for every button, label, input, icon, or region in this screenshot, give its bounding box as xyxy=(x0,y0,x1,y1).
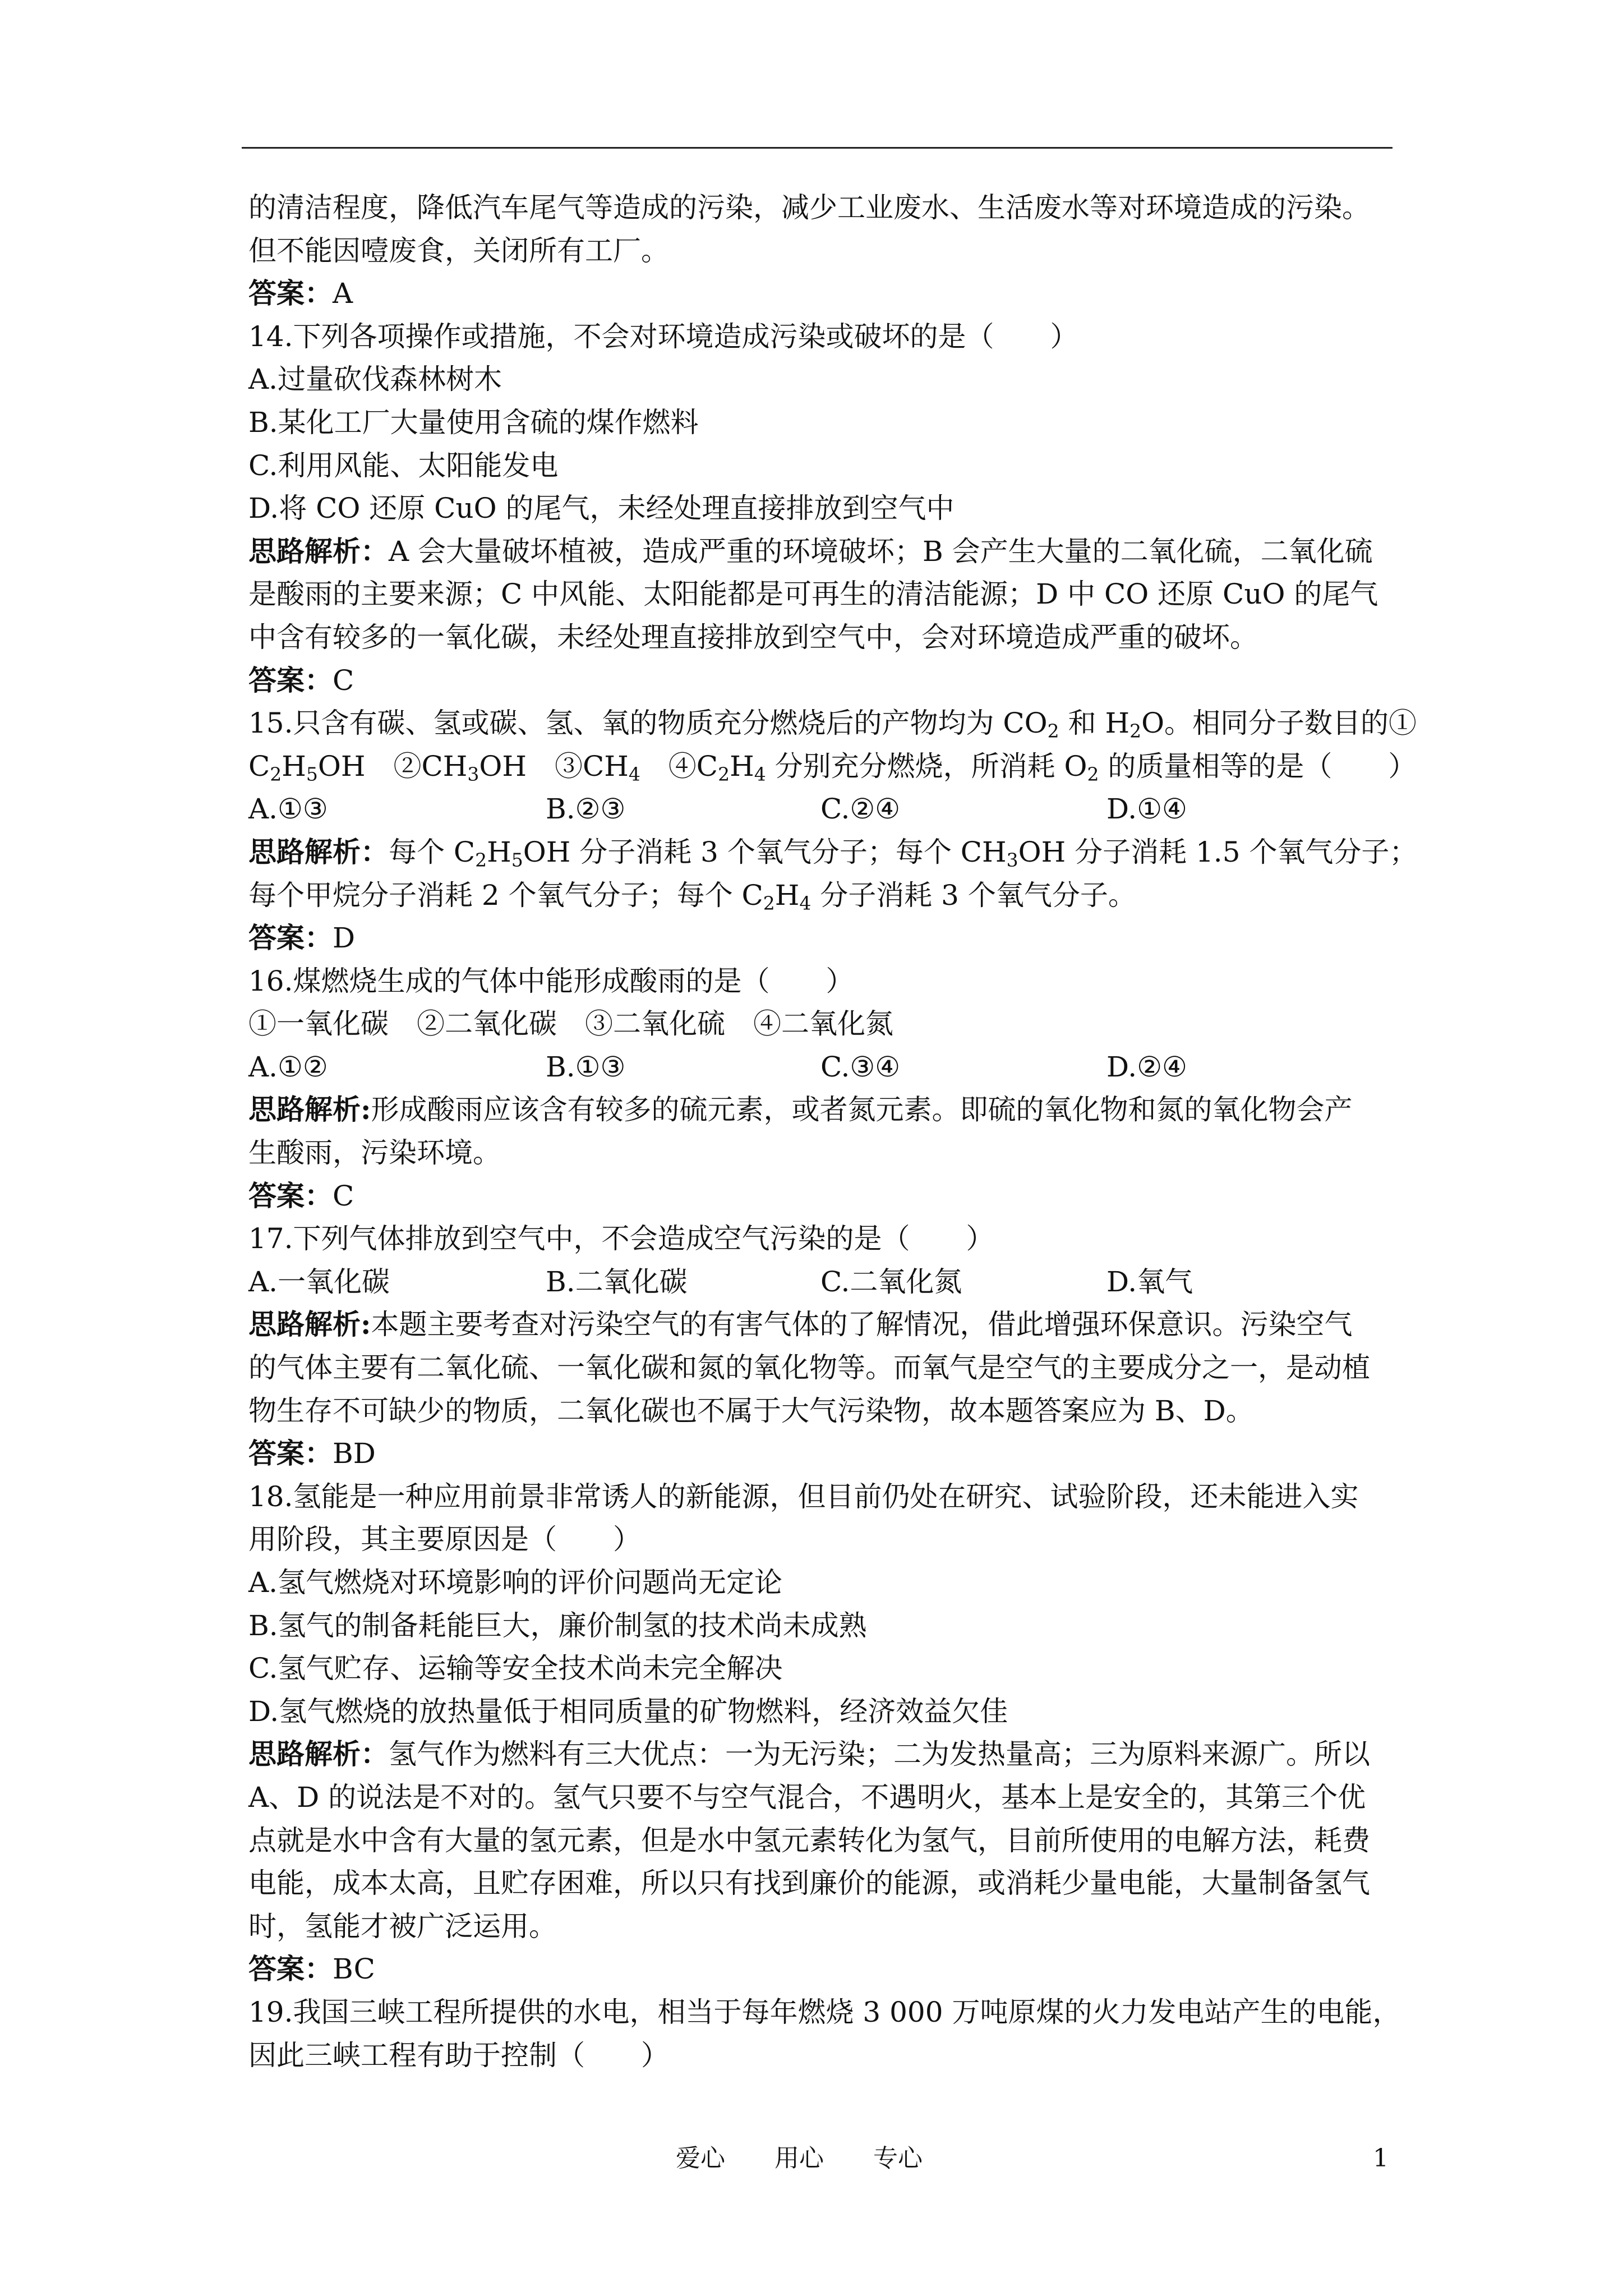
line-text: D xyxy=(333,922,356,955)
text-line xyxy=(248,1217,1393,1260)
subscript: 5 xyxy=(511,849,523,871)
line-text: C xyxy=(333,664,354,697)
choice-option: D.②④ xyxy=(1106,1050,1187,1083)
line-text: BD xyxy=(333,1437,376,1470)
line-text: 电能，成本太高，且贮存困难，所以只有找到廉价的能源，或消耗少量电能，大量制备氢气 xyxy=(248,1867,1370,1900)
line-text: D.氢气燃烧的放热量低于相同质量的矿物燃料，经济效益欠佳 xyxy=(248,1695,1008,1728)
choice-option: B.二氧化碳 xyxy=(546,1265,688,1298)
line-text: 物生存不可缺少的物质，二氧化碳也不属于大气污染物，故本题答案应为 B、D。 xyxy=(248,1394,1254,1427)
line-text: 每个 C xyxy=(389,835,476,868)
answer-label: 答案： xyxy=(248,1952,333,1986)
text-line xyxy=(248,1647,1393,1690)
line-text: H xyxy=(282,749,306,783)
line-text: 因此三峡工程有助于控制（ ） xyxy=(248,2039,669,2072)
text-line xyxy=(248,272,1393,315)
subscript: 2 xyxy=(270,762,282,785)
choice-option: B.②③ xyxy=(546,793,626,826)
line-text: 是酸雨的主要来源；C 中风能、太阳能都是可再生的清洁能源；D 中 CO 还原 CuO 的尾气 xyxy=(248,578,1378,611)
text-line xyxy=(248,1819,1393,1862)
subscript: 4 xyxy=(754,762,766,785)
choice-option: C.③④ xyxy=(820,1050,901,1083)
text-line xyxy=(248,1260,1393,1304)
analysis-label: 思路解析： xyxy=(248,1737,389,1771)
line-text: BC xyxy=(333,1953,375,1986)
line-text: 14.下列各项操作或措施，不会对环境造成污染或破坏的是（ ） xyxy=(248,320,1078,353)
line-text: OH ③CH xyxy=(479,749,629,783)
text-line xyxy=(248,315,1393,358)
line-text: 18.氢能是一种应用前景非常诱人的新能源，但目前仍处在研究、试验阶段，还未能进入实 xyxy=(248,1480,1359,1513)
line-text: B.某化工厂大量使用含硫的煤作燃料 xyxy=(248,406,699,439)
text-line xyxy=(248,917,1393,960)
line-text: O。相同分子数目的① xyxy=(1141,707,1417,740)
document-body xyxy=(248,186,1418,2077)
text-line xyxy=(248,186,1393,229)
subscript: 2 xyxy=(1087,762,1099,785)
text-line xyxy=(248,702,1417,745)
text-line xyxy=(248,573,1393,616)
subscript: 4 xyxy=(799,891,811,914)
line-text: C xyxy=(333,1179,354,1212)
subscript: 2 xyxy=(763,891,775,914)
text-line xyxy=(248,1862,1393,1905)
subscript: 4 xyxy=(628,762,640,785)
text-line xyxy=(248,616,1393,659)
text-line xyxy=(248,1690,1393,1733)
line-text: 19.我国三峡工程所提供的水电，相当于每年燃烧 3 000 万吨原煤的火力发电站产生的电能， xyxy=(248,1995,1401,2028)
text-line xyxy=(248,358,1393,401)
text-line xyxy=(248,1346,1393,1389)
text-line xyxy=(248,1475,1393,1519)
answer-label: 答案： xyxy=(248,1437,333,1470)
line-text: 形成酸雨应该含有较多的硫元素，或者氮元素。即硫的氧化物和氮的氧化物会产 xyxy=(371,1093,1353,1126)
text-line xyxy=(248,229,1393,273)
text-line xyxy=(248,1733,1393,1776)
text-line xyxy=(248,1604,1393,1648)
line-text: ④C xyxy=(640,749,718,783)
subscript: 2 xyxy=(1047,720,1059,742)
text-line xyxy=(248,1561,1393,1604)
text-line xyxy=(248,788,1393,831)
analysis-label: 思路解析： xyxy=(248,534,389,568)
choice-option: A.①③ xyxy=(248,793,328,826)
text-line xyxy=(248,1948,1393,1991)
line-text: 生酸雨，污染环境。 xyxy=(248,1137,501,1170)
line-text: 16.煤燃烧生成的气体中能形成酸雨的是（ ） xyxy=(248,964,854,997)
answer-label: 答案： xyxy=(248,663,333,697)
line-text: 的清洁程度，降低汽车尾气等造成的污染，减少工业废水、生活废水等对环境造成的污染。 xyxy=(248,191,1370,224)
text-line xyxy=(248,659,1393,702)
text-line xyxy=(248,1046,1393,1089)
text-line xyxy=(248,1518,1393,1561)
subscript: 3 xyxy=(1006,849,1018,871)
answer-label: 答案： xyxy=(248,277,333,310)
line-text: OH ②CH xyxy=(317,749,468,783)
line-text: A xyxy=(333,277,353,310)
text-line xyxy=(248,1991,1401,2034)
page-number: 1 xyxy=(1373,2144,1389,2173)
line-text: D.将 CO 还原 CuO 的尾气，未经处理直接排放到空气中 xyxy=(248,492,955,525)
line-text: 中含有较多的一氧化碳，未经处理直接排放到空气中，会对环境造成严重的破坏。 xyxy=(248,620,1258,654)
line-text: A、D 的说法是不对的。氢气只要不与空气混合，不遇明火，基本上是安全的，其第三个优 xyxy=(248,1780,1366,1814)
line-text: A 会大量破坏植被，造成严重的环境破坏；B 会产生大量的二氧化硫，二氧化硫 xyxy=(389,535,1373,568)
subscript: 5 xyxy=(306,762,318,785)
answer-label: 答案： xyxy=(248,1179,333,1212)
choice-option: B.①③ xyxy=(546,1050,626,1083)
line-text: 15.只含有碳、氢或碳、氢、氧的物质充分燃烧后的产物均为 CO xyxy=(248,707,1048,740)
line-text: H xyxy=(487,835,511,868)
choice-option: A.①② xyxy=(248,1050,328,1083)
analysis-label: 思路解析: xyxy=(248,1308,371,1341)
line-text: ①一氧化碳 ②二氧化碳 ③二氧化硫 ④二氧化氮 xyxy=(248,1007,893,1041)
line-text: C xyxy=(248,749,270,783)
analysis-label: 思路解析: xyxy=(248,1093,371,1126)
text-line xyxy=(248,1432,1393,1475)
text-line xyxy=(248,1389,1393,1433)
line-text: 分别充分燃烧，所消耗 O xyxy=(766,749,1087,783)
text-line xyxy=(248,1175,1393,1218)
text-line xyxy=(248,487,1393,530)
line-text: 和 H xyxy=(1059,707,1130,740)
choice-option: C.②④ xyxy=(820,793,901,826)
line-text: 但不能因噎废食，关闭所有工厂。 xyxy=(248,234,669,267)
text-line xyxy=(248,831,1418,874)
line-text: OH 分子消耗 1.5 个氧气分子； xyxy=(1018,835,1418,868)
text-line xyxy=(248,1303,1393,1346)
line-text: 点就是水中含有大量的氢元素，但是水中氢元素转化为氢气，目前所使用的电解方法，耗费 xyxy=(248,1824,1370,1857)
line-text: OH 分子消耗 3 个氧气分子；每个 CH xyxy=(523,835,1007,868)
line-text: A.过量砍伐森林树木 xyxy=(248,363,502,396)
line-text: B.氢气的制备耗能巨大，廉价制氢的技术尚未成熟 xyxy=(248,1609,867,1642)
line-text: 时，氢能才被广泛运用。 xyxy=(248,1910,557,1943)
answer-label: 答案： xyxy=(248,921,333,955)
line-text: 的气体主要有二氧化硫、一氧化碳和氮的氧化物等。而氧气是空气的主要成分之一，是动植 xyxy=(248,1351,1370,1384)
line-text: 每个甲烷分子消耗 2 个氧气分子；每个 C xyxy=(248,878,763,912)
line-text: C.氢气贮存、运输等安全技术尚未完全解决 xyxy=(248,1652,783,1685)
subscript: 3 xyxy=(467,762,479,785)
analysis-label: 思路解析： xyxy=(248,835,389,868)
text-line xyxy=(248,1002,1393,1046)
choice-option: C.二氧化氮 xyxy=(820,1265,962,1298)
footer-mottos: 爱心 用心 专心 xyxy=(676,2144,923,2173)
line-text: 氢气作为燃料有三大优点：一为无污染；二为发热量高；三为原料来源广。所以 xyxy=(389,1738,1370,1771)
text-line xyxy=(248,2034,1393,2077)
subscript: 2 xyxy=(475,849,487,871)
subscript: 2 xyxy=(718,762,730,785)
text-line xyxy=(248,960,1393,1003)
line-text: 的质量相等的是（ ） xyxy=(1099,749,1417,783)
text-line xyxy=(248,401,1393,444)
choice-option: A.一氧化碳 xyxy=(248,1265,390,1298)
line-text: 用阶段，其主要原因是（ ） xyxy=(248,1523,641,1556)
text-line xyxy=(248,1776,1393,1819)
line-text: H xyxy=(730,749,754,783)
line-text: A.氢气燃烧对环境影响的评价问题尚无定论 xyxy=(248,1566,783,1599)
header-rule xyxy=(242,147,1393,149)
subscript: 2 xyxy=(1129,720,1142,742)
text-line xyxy=(248,444,1393,487)
line-text: 17.下列气体排放到空气中，不会造成空气污染的是（ ） xyxy=(248,1222,994,1255)
line-text: 本题主要考查对污染空气的有害气体的了解情况，借此增强环保意识。污染空气 xyxy=(371,1308,1353,1341)
line-text: 分子消耗 3 个氧气分子。 xyxy=(811,878,1136,912)
choice-option: D.氧气 xyxy=(1106,1265,1193,1298)
text-line xyxy=(248,874,1393,917)
line-text: H xyxy=(774,878,800,912)
text-line xyxy=(248,1088,1393,1131)
choice-option: D.①④ xyxy=(1106,793,1187,826)
line-text: C.利用风能、太阳能发电 xyxy=(248,449,559,482)
text-line xyxy=(248,1905,1393,1948)
text-line xyxy=(248,1131,1393,1175)
text-line xyxy=(248,530,1393,573)
text-line xyxy=(248,745,1417,788)
